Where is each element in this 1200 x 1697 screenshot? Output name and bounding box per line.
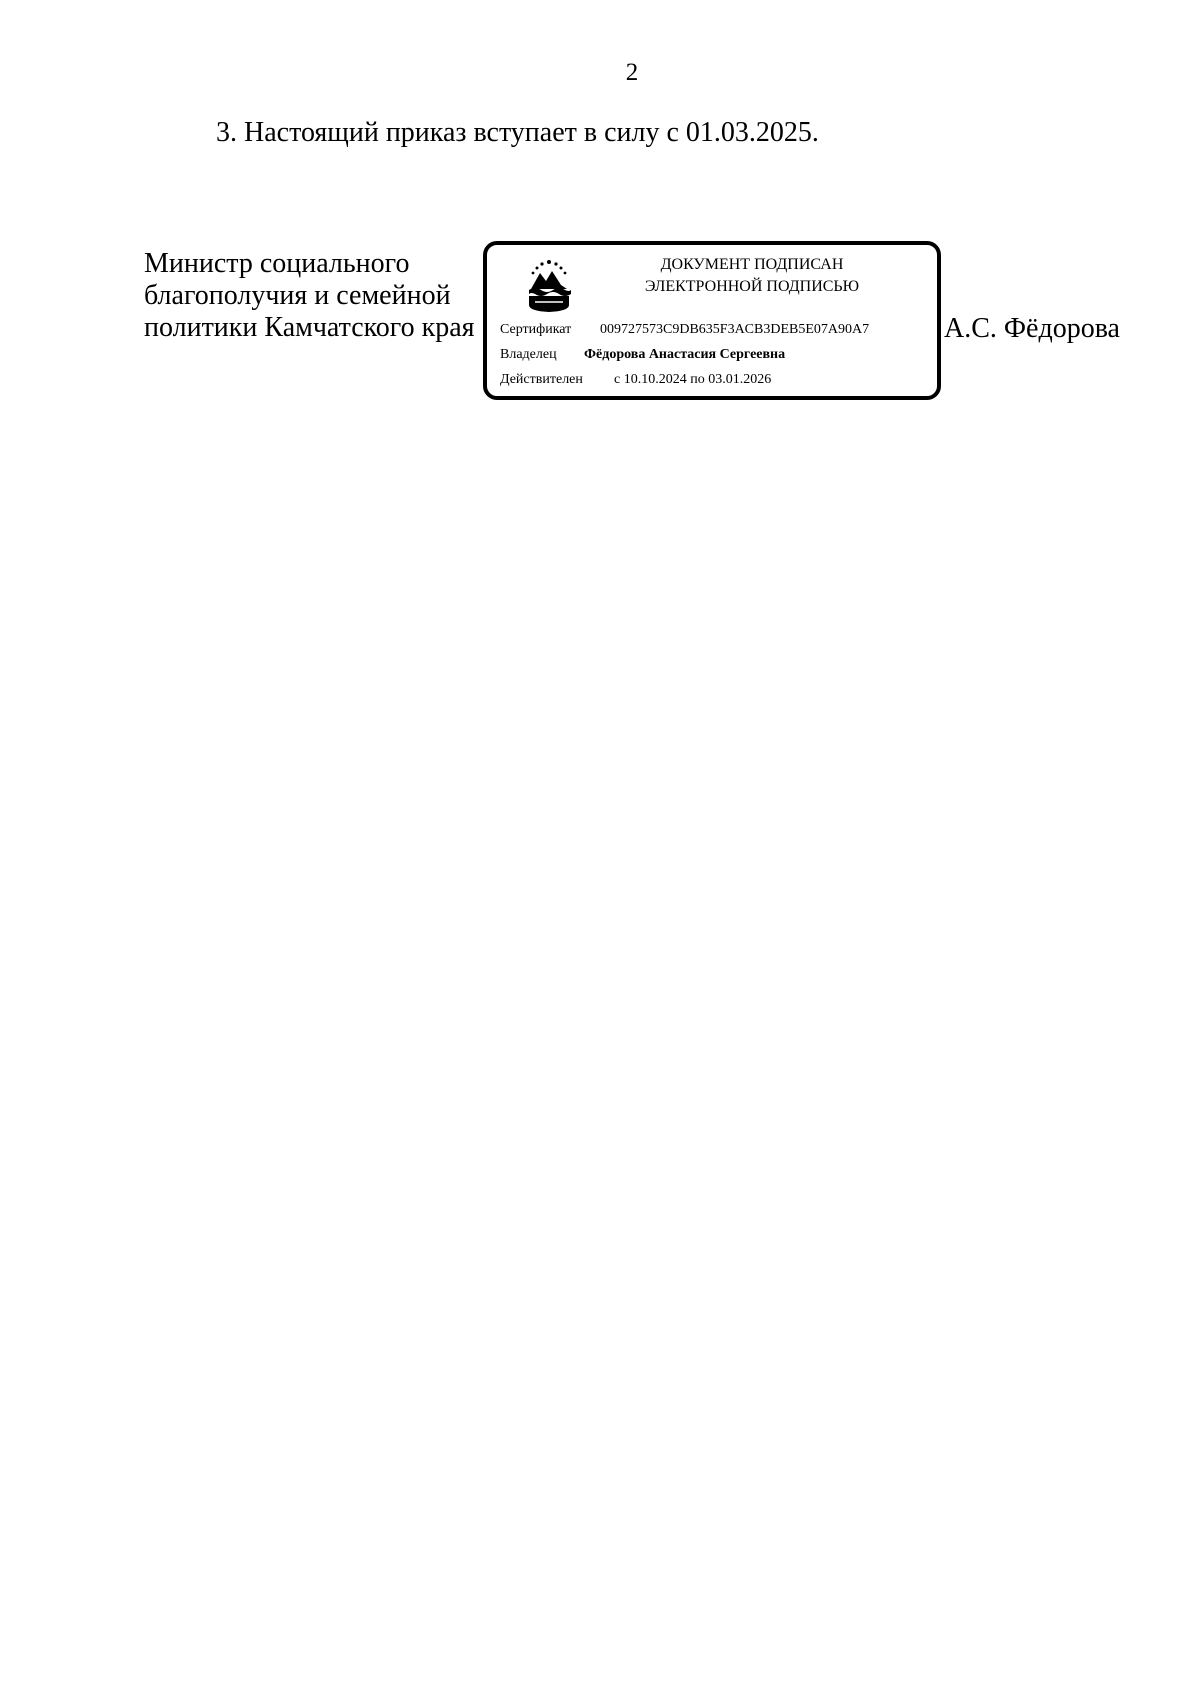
signer-position	[144, 248, 475, 344]
signer-name: А.С. Фёдорова	[944, 313, 1120, 344]
owner-label: Владелец	[500, 347, 557, 362]
stamp-title	[592, 254, 912, 298]
stamp-validity-row	[500, 371, 771, 389]
certificate-label: Сертификат	[500, 322, 572, 337]
stamp-title-line: ДОКУМЕНТ ПОДПИСАН	[660, 256, 844, 273]
validity-label: Действителен	[500, 372, 583, 387]
signer-position-line: политики Камчатского края	[144, 312, 475, 343]
stamp-owner-row	[500, 346, 785, 364]
coat-of-arms-icon	[525, 259, 573, 313]
certificate-value: 009727573C9DB635F3ACB3DEB5E07A90A7	[600, 322, 870, 337]
electronic-signature-stamp	[483, 241, 941, 400]
stamp-title-line: ЭЛЕКТРОННОЙ ПОДПИСЬЮ	[644, 278, 860, 295]
stamp-certificate-row	[500, 321, 869, 339]
owner-value: Фёдорова Анастасия Сергеевна	[584, 347, 786, 362]
validity-value: с 10.10.2024 по 03.01.2026	[614, 372, 772, 387]
paragraph-effective-date: 3. Настоящий приказ вступает в силу с 01.03.2025.	[216, 117, 819, 148]
signer-position-line: благополучия и семейной	[144, 280, 451, 311]
signer-position-line: Министр социального	[144, 248, 410, 279]
page-number: 2	[625, 59, 639, 86]
